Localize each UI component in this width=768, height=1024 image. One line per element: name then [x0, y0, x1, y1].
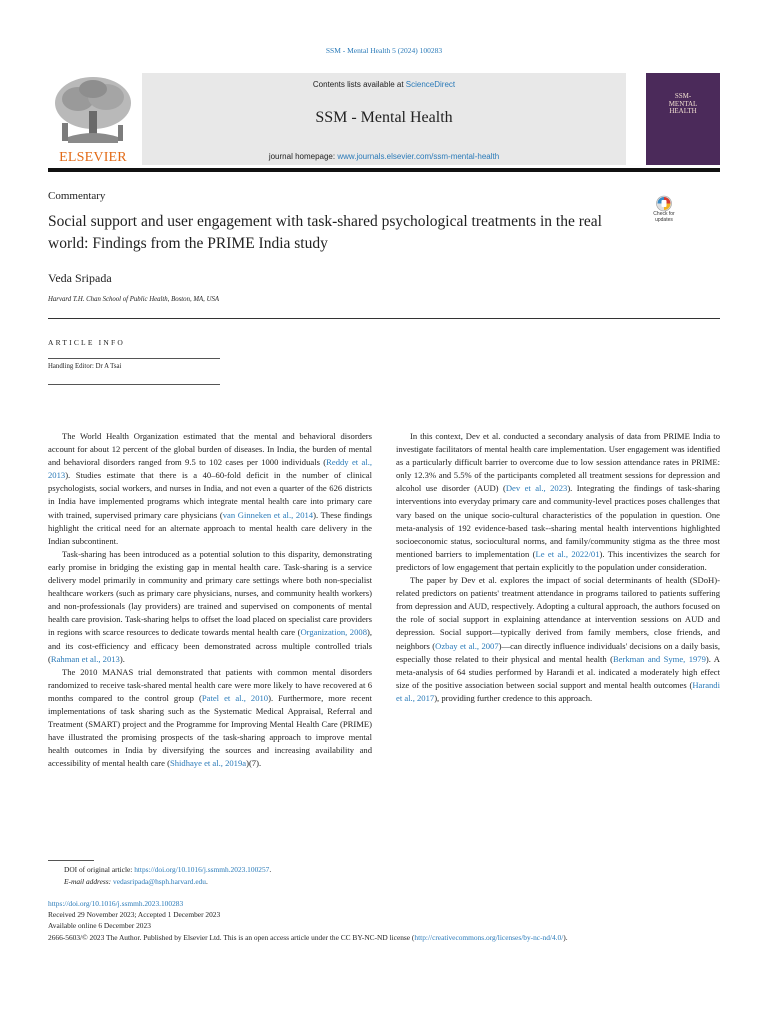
text: Task-sharing has been introduced as a potential solution to this disparity, demonstrating early promise in bridging the existing gap in mental health care. Task-sharing is a service delivery model primarily in community and primary care settings where both non-specialist healthcare workers (such as primary care physicians, nurses, and community health workers) and non-professionals (lay providers) are trained and supervised on components of mental health care provision. Task-sharing helps to offset the load placed on specialist care providers in regions with scarce resources to dedicate towards mental health care ( [48, 548, 372, 638]
doi-original-footnote [48, 864, 720, 876]
article-info-rule-bottom [48, 384, 220, 385]
citation-link[interactable]: Dev et al., 2023 [505, 483, 568, 494]
text: ). This incentivizes the search for predictors of low engagement that pertain explicitly to the population under consideration. [396, 548, 720, 572]
journal-reference[interactable]: SSM - Mental Health 5 (2024) 100283 [325, 46, 443, 55]
cover-title-line-3: HEALTH [669, 107, 697, 115]
doi-original-link[interactable]: https://doi.org/10.1016/j.ssmmh.2023.100257 [134, 865, 270, 874]
cover-title-line-1: SSM- [674, 92, 692, 100]
footnote-rule [48, 860, 94, 861]
email-label: E-mail address: [64, 877, 113, 887]
article-info-heading: ARTICLE INFO [48, 338, 125, 347]
text: ). Furthermore, more recent implementations of task sharing such as the Systematic Medical Appraisal, Referral and Treatment (SMART) project and the Programme for Improving Mental Health Care (PRIME) have illustrated the promising prospects of the task-sharing approach to improve mental health outcomes in India by diversifying the sources and increasing availability and accessibility of mental health care ( [48, 692, 372, 769]
email-link[interactable]: vedasripada@hsph.harvard.edu [113, 877, 206, 887]
publication-info [48, 898, 720, 943]
citation-link[interactable]: Harandi et al., 2017 [396, 679, 720, 703]
license-statement [48, 932, 720, 943]
text: ), providing further credence to this approach. [434, 692, 593, 703]
license-link[interactable]: http://creativecommons.org/licenses/by-nc-nd/4.0/ [414, 932, 564, 942]
article-info-rule-top [48, 358, 220, 359]
cover-title-line-2: MENTAL [668, 99, 698, 108]
check-updates-line-2: updates [655, 216, 673, 223]
contents-prefix: Contents lists available at [312, 80, 406, 89]
received-accepted-dates: Received 29 November 2023; Accepted 1 December 2023 [48, 910, 221, 920]
author-affiliation: Harvard T.H. Chan School of Public Health, Boston, MA, USA [48, 296, 220, 303]
email-footnote [48, 876, 720, 888]
citation-link[interactable]: Patel et al., 2010 [201, 692, 269, 703]
citation-link[interactable]: Ozbay et al., 2007 [435, 640, 499, 651]
masthead [48, 71, 720, 165]
doi-original-label: DOI of original article: [64, 865, 135, 874]
journal-banner [142, 73, 626, 165]
contents-line [142, 80, 626, 89]
author-name: Veda Sripada [48, 271, 112, 285]
check-updates-line-1: Check for [653, 211, 675, 217]
sciencedirect-link[interactable]: ScienceDirect [405, 80, 456, 89]
journal-title: SSM - Mental Health [315, 109, 453, 126]
available-online-date: Available online 6 December 2023 [48, 921, 151, 931]
citation-link[interactable]: Rahman et al., 2013 [50, 653, 120, 664]
footnote-period: . [269, 865, 272, 874]
handling-editor: Handling Editor: Dr A Tsai [48, 363, 122, 370]
citation-link[interactable]: Le et al., 2022/01 [535, 548, 600, 559]
elsevier-logo [48, 71, 138, 165]
text: In this context, Dev et al. conducted a secondary analysis of data from PRIME India to investigate facilitators of mental health care implementation. User engagement was identified as a particularly difficult barrier to overcome due to low session attendance rates in PRIME: only 12.3% and 5.5% of the participants completed all treatment sessions for depression and alcohol use disorder (AUD) ( [396, 431, 720, 494]
homepage-line [142, 152, 626, 161]
cover-title [654, 93, 712, 116]
text: ). A meta-analysis of 64 studies performed by Harandi et al. indicated a moderately high effect size of the positive association between social support and mental health outcomes ( [396, 653, 721, 690]
citation-link[interactable]: Reddy et al., 2013 [48, 457, 372, 481]
article-title: Social support and user engagement with task-shared psychological treatments in the real world: Findings from the PRIME India study [48, 213, 602, 252]
article-doi-link[interactable]: https://doi.org/10.1016/j.ssmmh.2023.100283 [48, 899, 184, 908]
text: )(7). [246, 758, 262, 769]
paragraph-2 [48, 548, 372, 666]
license-text: 2666-5603/© 2023 The Author. Published by Elsevier Ltd. This is an open access article under the CC BY-NC-ND license ( [48, 932, 415, 942]
text: ), and its cost-efficiency and efficacy been demonstrated across multiple controlled trials ( [48, 627, 373, 664]
elsevier-wordmark: ELSEVIER [59, 150, 127, 165]
citation-link[interactable]: van Ginneken et al., 2014 [222, 509, 314, 520]
article-type: Commentary [48, 190, 106, 202]
text: )—can directly influence individuals' decisions on a daily basis, especially those related to their physical and mental health ( [396, 640, 720, 664]
text: The paper by Dev et al. explores the impact of social determinants of health (SDoH)-related predictors on patients' treatment attendance in programs tailored to patients suffering from depression and AUD, respectively. Adopting a cultural approach, the authors focused on the role of social support in explaining attendance at intervention sessions on AUD and depression. Social support—typically derived from family members, close friends, and neighbors ( [396, 575, 720, 651]
citation-link[interactable]: Shidhaye et al., 2019a [169, 758, 247, 769]
text: The 2010 MANAS trial demonstrated that patients with common mental disorders randomized to receive task-shared mental health care were more likely to have recovered at 6 months compared to the control group ( [48, 666, 372, 703]
text: ). Integrating the findings of task-sharing interventions into everyday primary care and community-level practices poses challenges that vary based on the unique socio-cultural characteristics of the population in question. One meta-analysis of 192 evidence-based task--sharing mental health interventions highlighted socioeconomic status, sociocultural norms, and family/community stigma as the three most mentioned barriers to implementation ( [396, 483, 720, 559]
footnote-period: . [206, 877, 208, 887]
paragraph-4 [396, 430, 720, 574]
footnotes [48, 864, 720, 888]
paragraph-3 [48, 666, 372, 771]
paragraph-1 [48, 430, 372, 548]
check-updates-label [646, 212, 682, 223]
body-column-left [48, 430, 372, 770]
citation-link[interactable]: Organization, 2008 [300, 627, 367, 638]
text: The World Health Organization estimated that the mental and behavioral disorders account for about 12 percent of the global burden of diseases. In India, the burden of mental and behavioral disorders ranged from 9.5 to 102 cases per 1000 individuals ( [48, 431, 372, 468]
license-text-end: ). [563, 932, 568, 942]
text: ). Studies estimate that there is a 40–60-fold deficit in the number of clinical psychologists, social workers, and nurses in India, and not even a quarter of the 626 districts in India have implemented programs which integrate mental health care into primary care with trained, supervised primary care physicians ( [48, 470, 372, 520]
text: ). These findings highlight the critical need for an alternate approach to mental health care delivery in the Indian subcontinent. [48, 509, 372, 546]
header-rule [48, 168, 720, 172]
citation-link[interactable]: Berkman and Syme, 1979 [612, 653, 706, 664]
paragraph-5 [396, 574, 720, 705]
text: ). [119, 653, 125, 664]
homepage-prefix: journal homepage: [268, 152, 338, 161]
elsevier-tree-icon [48, 71, 138, 149]
journal-cover[interactable] [646, 73, 720, 165]
check-for-updates-button[interactable] [646, 195, 682, 229]
journal-homepage-link[interactable]: www.journals.elsevier.com/ssm-mental-health [337, 152, 500, 161]
section-rule [48, 318, 720, 319]
body-column-right [396, 430, 720, 705]
